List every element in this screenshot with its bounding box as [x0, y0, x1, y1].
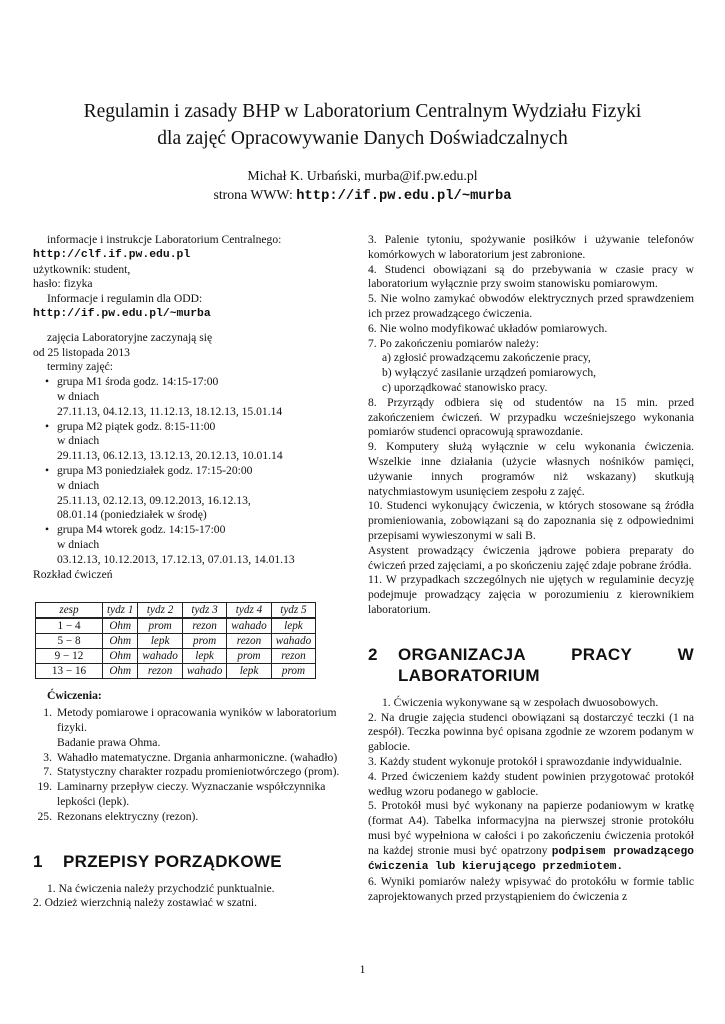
user-line: użytkownik: student,: [33, 262, 131, 276]
group-dates: 03.12.13, 10.12.2013, 17.12.13, 07.01.13, 14.01.13: [57, 552, 295, 566]
table-cell: Ohm: [103, 664, 138, 679]
table-header-cell: tydz 2: [138, 603, 182, 619]
left-column: [33, 233, 350, 911]
table-header-cell: tydz 4: [227, 603, 271, 619]
group-name: • grupa M4 wtorek godz. 14:15-17:00: [57, 523, 226, 537]
rule-10: 10. Studenci wykonujący ćwiczenia, w których stosowane są źródła promieniowania, zobowiązani są do zapoznania się z odpowiednimi przepisami wywieszonymi w sali B.: [368, 499, 694, 542]
terms-label: terminy zajęć:: [47, 360, 113, 374]
exercise-text: Badanie prawa Ohma.: [57, 735, 161, 749]
rule-2: 2. Odzież wierzchnią należy zostawiać w szatni.: [33, 896, 258, 910]
right-column: [368, 233, 694, 905]
title-line-2: dla zajęć Opracowywanie Danych Doświadczalnych: [157, 128, 568, 149]
rule-1: 1. Na ćwiczenia należy przychodzić punktualnie.: [47, 881, 275, 895]
list-item: [33, 765, 350, 780]
info-url: http://clf.if.pw.edu.pl: [33, 248, 191, 261]
group-label: w dniach: [57, 389, 100, 403]
table-cell: Ohm: [103, 634, 138, 649]
table-cell: rezon: [182, 618, 226, 634]
section-heading: [33, 851, 350, 872]
exercise-text: Metody pomiarowe i opracowania wyników w laboratorium fizyki.: [57, 706, 337, 734]
group-list: [33, 375, 350, 567]
group-name: • grupa M1 środa godz. 14:15-17:00: [57, 375, 219, 389]
odd-info: Informacje i regulamin dla ODD:: [47, 292, 203, 306]
section-heading: [368, 644, 694, 686]
table-cell: prom: [182, 634, 226, 649]
org-1: 1. Ćwiczenia wykonywane są w zespołach dwuosobowych.: [382, 695, 659, 709]
rule-8: 8. Przyrządy odbiera się od studentów na 15 min. przed zakończeniem ćwiczeń. W przypadku wcześniejszego wykonania pomiarów studenci opracowują sprawozdanie.: [368, 395, 694, 439]
rule-5: 5. Nie wolno zamykać obwodów elektrycznych przed sprawdzeniem ich przez prowadzącego ćwiczenia.: [368, 292, 694, 320]
list-item: [33, 780, 350, 810]
table-cell: Ohm: [103, 618, 138, 634]
group-dates: 25.11.13, 02.12.13, 09.12.2013, 16.12.13,: [57, 493, 251, 507]
www-url: http://if.pw.edu.pl/~murba: [296, 189, 512, 204]
exercise-number: 3.: [43, 750, 52, 764]
exercise-text: Wahadło matematyczne. Drgania anharmoniczne. (wahadło): [57, 750, 338, 764]
document-title: [30, 98, 695, 152]
org-2: 2. Na drugie zajęcia studenci obowiązani są dostarczyć teczki (1 na zespół). Teczka powinna być opisana zgodnie ze wzorem podanym w gablocie.: [368, 710, 694, 754]
table-header-row: [36, 603, 316, 619]
table-cell: wahado: [227, 618, 271, 634]
org-6: 6. Wyniki pomiarów należy wpisywać do protokółu w formie tablic zaprojektowanych przed przystąpieniem do ćwiczenia z: [368, 875, 694, 904]
www-label: strona WWW:: [213, 187, 297, 202]
table-row: [36, 649, 316, 664]
table-header-cell: tydz 5: [271, 603, 315, 619]
group-name: • grupa M3 poniedziałek godz. 17:15-20:00: [57, 463, 253, 477]
table-cell: rezon: [271, 649, 315, 664]
group-dates: 27.11.13, 04.12.13, 11.12.13, 18.12.13, 15.01.14: [57, 404, 283, 418]
exercises-heading: Ćwiczenia:: [47, 689, 102, 703]
start-line-2: od 25 listopada 2013: [33, 345, 130, 359]
password-line: hasło: fizyka: [33, 277, 93, 291]
list-item: [45, 375, 350, 419]
list-item: [33, 751, 350, 766]
author-line: Michał K. Urbański, murba@if.pw.edu.pl: [247, 168, 478, 183]
rule-10-note: Asystent prowadzący ćwiczenia jądrowe pobiera preparaty do ćwiczeń przed zajęciami, a po skończeniu zajęć zdaje pobrane źródła.: [368, 543, 694, 572]
table-cell: prom: [138, 618, 182, 634]
group-note: 08.01.14 (poniedziałek w środę): [57, 508, 207, 522]
exercise-text: Rezonans elektryczny (rezon).: [57, 809, 199, 823]
list-item: [33, 706, 350, 750]
table-header-cell: tydz 3: [182, 603, 226, 619]
group-dates: 29.11.13, 06.12.13, 13.12.13, 20.12.13, 10.01.14: [57, 449, 283, 463]
table-cell: 5 − 8: [36, 634, 103, 649]
list-item: [45, 523, 350, 567]
title-line-1: Regulamin i zasady BHP w Laboratorium Centralnym Wydziału Fizyki: [83, 101, 642, 122]
table-row: [36, 634, 316, 649]
table-cell: 1 − 4: [36, 618, 103, 634]
org-5-text: 5. Protokół musi być wykonany na papierze podaniowym w kratkę (format A4). Tabelka informacyjna na pierwszej stronie protokółu musi być wypełniona w całości i po zakończeniu ćwiczenia protokół na każdej stronie musi być opatrzony: [368, 799, 694, 857]
table-cell: prom: [227, 649, 271, 664]
section-number: 2: [368, 644, 378, 664]
rule-4: 4. Studenci obowiązani są do przebywania w czasie pracy w laboratorium wyłącznie przy swoim stanowisku pomiarowym.: [368, 262, 694, 291]
table-cell: rezon: [138, 664, 182, 679]
schedule-table: [35, 602, 316, 679]
rule-7a: a) zgłosić prowadzącemu zakończenie pracy,: [382, 351, 591, 365]
exercise-list: [33, 706, 350, 824]
table-cell: 9 − 12: [36, 649, 103, 664]
table-cell: wahado: [182, 664, 226, 679]
section-number: 1: [33, 851, 43, 871]
start-line-1: zajęcia Laboratoryjne zaczynają się: [47, 330, 213, 344]
info-intro: informacje i instrukcje Laboratorium Centralnego:: [47, 233, 282, 246]
list-item: [45, 464, 350, 523]
org-3: 3. Każdy student wykonuje protokół i sprawozdanie indywidualnie.: [368, 754, 682, 768]
list-item: [33, 810, 350, 825]
group-label: w dniach: [57, 434, 100, 448]
rule-7b: b) wyłączyć zasilanie urządzeń pomiarowych,: [382, 366, 597, 380]
table-header-cell: zesp: [36, 603, 103, 619]
rule-11: 11. W przypadkach szczególnych nie ujętych w regulaminie decyzję podejmuje prowadzący zajęcia w porozumieniu z kierownikiem laboratorium.: [368, 573, 694, 616]
www-line: [30, 185, 695, 206]
author-block: [30, 166, 695, 206]
rule-9: 9. Komputery służą wyłącznie w celu wykonania ćwiczenia. Wszelkie inne działania (użycie własnych nośników pamięci, używanie innych programów niż wskazany) skutkują natychmiastowym usunięciem zespołu z zajęć.: [368, 440, 694, 498]
org-5-bold: podpisem prowadzącego ćwiczenia lub kierującego przedmiotem.: [368, 845, 694, 874]
exercise-text: Laminarny przepływ cieczy. Wyznaczanie współczynnika lepkości (lepk).: [57, 780, 326, 808]
group-label: w dniach: [57, 478, 100, 492]
rule-7c: c) uporządkować stanowisko pracy.: [382, 380, 548, 394]
table-cell: lepk: [227, 664, 271, 679]
exercise-text: Statystyczny charakter rozpadu promieniotwórczego (prom).: [57, 765, 340, 779]
exercise-number: 7.: [43, 765, 52, 779]
exercise-number: 1.: [43, 706, 52, 720]
table-row: [36, 664, 316, 679]
group-label: w dniach: [57, 537, 100, 551]
table-cell: lepk: [182, 649, 226, 664]
rule-6: 6. Nie wolno modyfikować układów pomiarowych.: [368, 321, 608, 335]
odd-url: http://if.pw.edu.pl/~murba: [33, 307, 211, 320]
table-cell: lepk: [138, 634, 182, 649]
schedule-title: Rozkład ćwiczeń: [33, 567, 113, 581]
group-name: • grupa M2 piątek godz. 8:15-11:00: [57, 419, 216, 433]
exercise-number: 19.: [37, 780, 52, 794]
table-cell: Ohm: [103, 649, 138, 664]
rule-3: 3. Palenie tytoniu, spożywanie posiłków i używanie telefonów komórkowych w laboratorium jest zabronione.: [368, 233, 694, 261]
rule-7: 7. Po zakończeniu pomiarów należy:: [368, 336, 539, 350]
table-cell: wahado: [138, 649, 182, 664]
section-title: ORGANIZACJA PRACY W LABORATORIUM: [398, 644, 694, 685]
table-cell: prom: [271, 664, 315, 679]
table-cell: 13 − 16: [36, 664, 103, 679]
table-cell: wahado: [271, 634, 315, 649]
table-cell: lepk: [271, 618, 315, 634]
list-item: [45, 420, 350, 464]
org-5: [368, 799, 694, 875]
table-row: [36, 618, 316, 634]
org-4: 4. Przed ćwiczeniem każdy student powinien przygotować protokół według wzoru podanego w gablocie.: [368, 769, 694, 798]
section-title: PRZEPISY PORZĄDKOWE: [63, 851, 282, 871]
exercise-number: 25.: [37, 809, 52, 823]
page-number: 1: [359, 962, 366, 976]
table-header-cell: tydz 1: [103, 603, 138, 619]
table-cell: rezon: [227, 634, 271, 649]
